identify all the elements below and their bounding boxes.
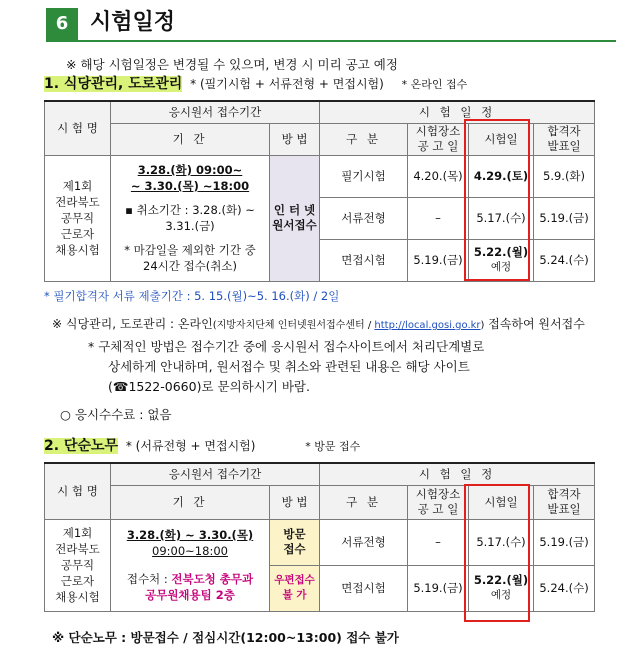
change-notice: ※ 해당 시험일정은 변경될 수 있으며, 변경 시 미리 공고 예정	[66, 57, 398, 72]
t2-header-category: 구 분	[320, 485, 408, 519]
online-note: ※ 식당관리, 도로관리 : 온라인(지방자치단체 인터넷원서접수센터 / http://local.gosi.go.kr) 접속하여 원서접수	[52, 317, 585, 331]
header-category: 구 분	[320, 123, 408, 155]
t2-row1-notice: –	[408, 519, 469, 565]
row2-notice: –	[408, 197, 469, 239]
period-cell: 3.28.(화) 09:00~ ~ 3.30.(목) ~18:00 ▪ 취소기간 : 3.28.(화) ~ 3.31.(금) * 마감일을 제외한 기간 중 24시간 접수(취소)	[111, 155, 270, 281]
section-title: 시험일정	[90, 10, 176, 35]
t2-row2-notice: 5.19.(금)	[408, 565, 469, 611]
t2-header-method: 방 법	[270, 485, 320, 519]
t2-header-pass-date: 합격자 발표일	[534, 485, 595, 519]
header-schedule: 시 험 일 정	[320, 101, 595, 123]
row3-pass: 5.24.(수)	[534, 239, 595, 281]
t2-header-venue-notice: 시험장소 공 고 일	[408, 485, 469, 519]
t2-header-exam-date: 시험일	[469, 485, 534, 519]
row2-pass: 5.19.(금)	[534, 197, 595, 239]
t2-method-visit: 방문 접수	[270, 519, 320, 565]
exam-date-highlight-2	[464, 484, 530, 622]
header-period: 기 간	[111, 123, 270, 155]
exam-name-cell: 제1회 전라북도 공무직 근로자 채용시험	[45, 155, 111, 281]
header-method: 방 법	[270, 123, 320, 155]
part1-footnote: * 필기합격자 서류 제출기간 : 5. 15.(월)~5. 16.(화) / 2일	[44, 289, 340, 303]
t2-row1-exam: 5.17.(수)	[469, 519, 534, 565]
t2-row2-pass: 5.24.(수)	[534, 565, 595, 611]
row3-notice: 5.19.(금)	[408, 239, 469, 281]
t2-header-schedule: 시 험 일 정	[320, 463, 595, 485]
row1-notice: 4.20.(목)	[408, 155, 469, 197]
t2-period-cell: 3.28.(화) ~ 3.30.(목) 09:00~18:00 접수처 : 전북도청 총무과 공무원채용팀 2층	[111, 519, 270, 611]
part1-online: * 온라인 접수	[401, 78, 468, 91]
row1-pass: 5.9.(화)	[534, 155, 595, 197]
header-pass-date: 합격자 발표일	[534, 123, 595, 155]
part2-visit: * 방문 접수	[305, 440, 361, 453]
row3-exam: 5.22.(월) 예정	[469, 239, 534, 281]
row3-category: 면접시험	[320, 239, 408, 281]
part1-heading	[44, 76, 467, 93]
t2-row2-category: 면접시험	[320, 565, 408, 611]
row2-exam: 5.17.(수)	[469, 197, 534, 239]
part2-heading	[44, 438, 360, 455]
row1-exam: 4.29.(토)	[469, 155, 534, 197]
part2-title: 2. 단순노무	[44, 438, 119, 454]
part2-note: * (서류전형 + 면접시험)	[125, 439, 256, 453]
row1-category: 필기시험	[320, 155, 408, 197]
t2-header-exam-name: 시 험 명	[45, 463, 111, 519]
section-number: 6	[46, 8, 78, 40]
t2-method-no-mail: 우편접수 불 가	[270, 565, 320, 611]
section-header	[46, 6, 616, 42]
part1-title: 1. 식당관리, 도로관리	[44, 76, 183, 92]
fee-note: ○ 응시수수료 : 없음	[60, 407, 172, 422]
exam-date-highlight-1	[464, 119, 530, 281]
t2-row2-exam: 5.22.(월) 예정	[469, 565, 534, 611]
row2-category: 서류전형	[320, 197, 408, 239]
part2-footnote: ※ 단순노무 : 방문접수 / 점심시간(12:00~13:00) 접수 불가	[52, 630, 399, 645]
header-exam-date: 시험일	[469, 123, 534, 155]
header-venue-notice: 시험장소 공 고 일	[408, 123, 469, 155]
t2-exam-name-cell: 제1회 전라북도 공무직 근로자 채용시험	[45, 519, 111, 611]
t2-row1-pass: 5.19.(금)	[534, 519, 595, 565]
t2-header-application: 응시원서 접수기간	[111, 463, 320, 485]
part1-note: * (필기시험 + 서류전형 + 면접시험)	[190, 77, 384, 91]
method-cell: 인 터 넷 원서접수	[270, 155, 320, 281]
t2-header-period: 기 간	[111, 485, 270, 519]
header-application: 응시원서 접수기간	[111, 101, 320, 123]
online-detail: * 구체적인 방법은 접수기간 중에 응시원서 접수사이트에서 처리단계별로 상세하게 안내하며, 원서접수 및 취소와 관련된 내용은 해당 사이트 (☎1522-0660)로 문의하시기 바람.	[88, 339, 485, 394]
t2-row1-category: 서류전형	[320, 519, 408, 565]
gosi-link[interactable]: http://local.gosi.go.kr	[374, 320, 481, 331]
header-exam-name: 시 험 명	[45, 101, 111, 155]
